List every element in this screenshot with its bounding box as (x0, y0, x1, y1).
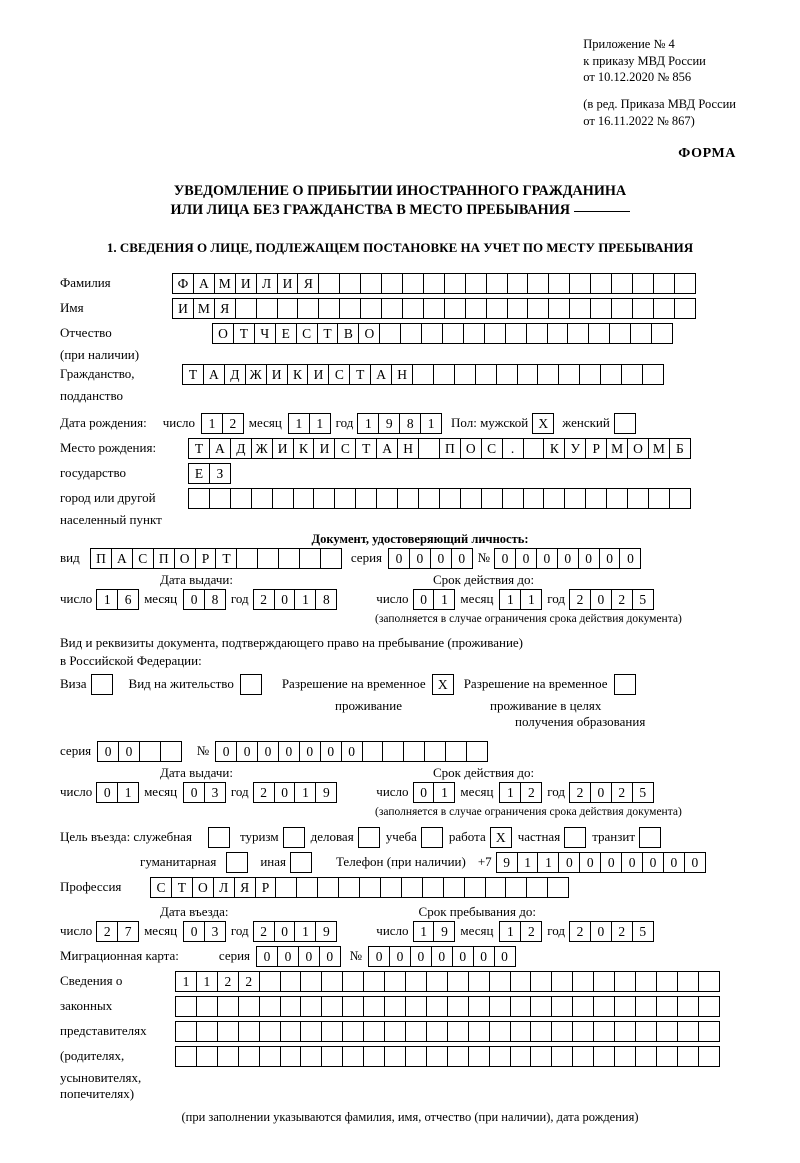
permit-issue-day-input[interactable]: 0 1 (96, 782, 138, 803)
birthplace-input-line1[interactable]: Т А Д Ж И К И С Т А Н П О С . К У Р М О М Б (188, 438, 690, 459)
birth-year-label: год (335, 415, 354, 430)
birthplace-sublabel-city: город или другой (60, 490, 156, 505)
doc-type-label: вид (60, 550, 80, 565)
birthplace-sublabel-state: государство (60, 465, 126, 480)
permit-valid-month-input[interactable]: 1 2 (499, 782, 541, 803)
purpose-humanitarian-label: гуманитарная (140, 854, 217, 869)
permit-issue-year-input[interactable]: 2 0 1 9 (253, 782, 337, 803)
doc-valid-month-label: месяц (460, 591, 494, 606)
patronymic-label: Отчество (60, 325, 112, 340)
appendix-line-1: Приложение № 4 (583, 37, 675, 51)
legal-rep-label-6: попечителях) (60, 1086, 135, 1101)
birthplace-sublabel-settlement: населенный пункт (60, 512, 162, 527)
purpose-work-label: работа (448, 829, 486, 844)
birthplace-input-line2[interactable]: Е З (188, 463, 230, 484)
birth-day-label: число (162, 415, 195, 430)
purpose-transit-checkbox[interactable] (639, 827, 661, 848)
permit-number-input[interactable]: 0 0 0 0 0 0 0 (215, 741, 487, 762)
row-doc-type (0, 547, 800, 569)
permit-valid-until-label: Срок действия до: (433, 765, 535, 780)
edu-residence-sublabel-3: получения образования (515, 714, 646, 729)
row-permit-types (0, 673, 800, 695)
form-word: ФОРМА (678, 146, 736, 161)
purpose-study-label: учеба (385, 829, 417, 844)
appendix-line-3: от 10.12.2020 № 856 (583, 70, 692, 85)
page-title-line-2: ИЛИ ЛИЦА БЕЗ ГРАЖДАНСТВА В МЕСТО ПРЕБЫВАНИЯ (170, 202, 570, 219)
entry-day-input[interactable]: 2 7 (96, 921, 138, 942)
name-label: Имя (60, 300, 84, 315)
permit-issue-month-input[interactable]: 0 3 (183, 782, 225, 803)
birth-month-input[interactable]: 1 1 (288, 413, 330, 434)
patronymic-input[interactable]: О Т Ч Е С Т В О (212, 323, 672, 344)
legal-rep-input-3[interactable] (175, 1021, 719, 1042)
title-blank-line (574, 211, 630, 212)
permit-title-line2: в Российской Федерации: (60, 653, 202, 668)
permit-valid-year-input[interactable]: 2 0 2 5 (569, 782, 653, 803)
row-permit-dates (0, 781, 800, 803)
name-input[interactable]: И М Я (172, 298, 695, 319)
doc-issue-month-label: месяц (144, 591, 178, 606)
doc-series-input[interactable]: 0 0 0 0 (388, 548, 472, 569)
doc-valid-day-input[interactable]: 0 1 (413, 589, 455, 610)
entry-month-input[interactable]: 0 3 (183, 921, 225, 942)
purpose-tourism-label: туризм (239, 829, 279, 844)
purpose-other-label: иная (260, 854, 286, 869)
migration-number-input[interactable]: 0 0 0 0 0 0 0 (368, 946, 514, 967)
citizenship-input[interactable]: Т А Д Ж И К И С Т А Н (182, 364, 663, 385)
row-birthplace (0, 437, 800, 459)
entry-year-label: год (230, 923, 249, 938)
row-legal-rep-1 (0, 970, 800, 992)
stay-year-input[interactable]: 2 0 2 5 (569, 921, 653, 942)
purpose-business-checkbox[interactable] (358, 827, 380, 848)
doc-issue-date-label: Дата выдачи: (160, 572, 234, 587)
birthdate-label: Дата рождения: (60, 415, 147, 430)
row-migration-card (0, 945, 800, 967)
doc-series-label: серия (350, 550, 383, 565)
doc-valid-until-label: Срок действия до: (433, 572, 535, 587)
legal-rep-input-2[interactable] (175, 996, 719, 1017)
permit-title-line1: Вид и реквизиты документа, подтверждающего право на пребывание (проживание) (60, 635, 524, 650)
permit-issue-date-label: Дата выдачи: (160, 765, 234, 780)
purpose-humanitarian-checkbox[interactable] (226, 852, 248, 873)
row-legal-rep-4 (0, 1045, 800, 1067)
entry-year-input[interactable]: 2 0 1 9 (253, 921, 337, 942)
doc-number-input[interactable]: 0 0 0 0 0 0 0 (494, 548, 640, 569)
row-name (0, 297, 800, 319)
doc-issue-year-label: год (230, 591, 249, 606)
stay-day-label: число (376, 923, 409, 938)
row-patronymic (0, 322, 800, 344)
purpose-business-label: деловая (310, 829, 354, 844)
appendix-line-5: от 16.11.2022 № 867) (583, 113, 695, 128)
edu-residence-label: Разрешение на временное (463, 676, 608, 691)
form-body (0, 272, 800, 1125)
row-citizenship (0, 363, 800, 385)
surname-input[interactable]: Ф А М И Л И Я (172, 273, 695, 294)
sex-female-label: женский (562, 415, 610, 430)
permit-number-label: № (196, 743, 210, 758)
temp-residence-sublabel: проживание (335, 698, 402, 713)
permit-series-label: серия (60, 743, 92, 758)
section-1-title: 1. СВЕДЕНИЯ О ЛИЦЕ, ПОДЛЕЖАЩЕМ ПОСТАНОВКЕ НА УЧЕТ ПО МЕСТУ ПРЕБЫВАНИЯ (106, 240, 694, 255)
row-legal-rep-3 (0, 1020, 800, 1042)
permit-sublabels-row1 (0, 698, 800, 714)
purpose-service-checkbox[interactable] (208, 827, 230, 848)
permit-valid-day-input[interactable]: 0 1 (413, 782, 455, 803)
legal-rep-input-1[interactable]: 1 1 2 2 (175, 971, 719, 992)
row-surname (0, 272, 800, 294)
birthplace-label: Место рождения: (60, 440, 157, 455)
doc-valid-day-label: число (376, 591, 409, 606)
row-entry-dates (0, 920, 800, 942)
doc-issue-month-input[interactable]: 0 8 (183, 589, 225, 610)
permit-series-input[interactable]: 0 0 (97, 741, 181, 762)
doc-issue-year-input[interactable]: 2 0 1 8 (253, 589, 337, 610)
permit-limited-note: (заполняется в случае ограничения срока действия документа) (375, 806, 682, 818)
stay-month-label: месяц (460, 923, 494, 938)
profession-input[interactable]: С Т О Л Я Р (150, 877, 568, 898)
temp-residence-checkbox[interactable]: X (432, 674, 454, 695)
row-profession (0, 876, 800, 898)
edu-residence-checkbox[interactable] (614, 674, 636, 695)
doc-type-input[interactable]: П А С П О Р Т (90, 548, 341, 569)
phone-label: Телефон (при наличии) (335, 854, 466, 869)
row-entry-purpose (0, 826, 800, 848)
permit-date-headers (0, 765, 800, 781)
purpose-work-checkbox[interactable]: X (490, 827, 512, 848)
stay-day-input[interactable]: 1 9 (413, 921, 455, 942)
purpose-transit-label: транзит (592, 829, 636, 844)
profession-label: Профессия (60, 879, 122, 894)
migration-series-input[interactable]: 0 0 0 0 (256, 946, 340, 967)
citizenship-sublabel: подданство (60, 388, 124, 403)
permit-issue-month-label: месяц (144, 784, 178, 799)
doc-number-label: № (477, 550, 491, 565)
permit-sublabels-row2 (0, 714, 800, 730)
legal-rep-label-5: усыновителях, (60, 1070, 142, 1085)
birthplace-input-line3[interactable] (188, 488, 690, 509)
birth-day-input[interactable]: 1 2 (201, 413, 243, 434)
appendix-line-4: (в ред. Приказа МВД России (583, 96, 736, 111)
migration-card-label: Миграционная карта: (60, 948, 179, 963)
purpose-label: Цель въезда: служебная (60, 829, 192, 844)
doc-valid-month-input[interactable]: 1 1 (499, 589, 541, 610)
row-legal-rep-2 (0, 995, 800, 1017)
patronymic-sublabel: (при наличии) (60, 347, 140, 362)
residence-permit-checkbox[interactable] (240, 674, 262, 695)
row-birthplace-line2 (0, 462, 800, 484)
page-title-line-1: УВЕДОМЛЕНИЕ О ПРИБЫТИИ ИНОСТРАННОГО ГРАЖДАНИНА (173, 183, 627, 199)
legal-rep-label-1: Сведения о (60, 973, 123, 988)
row-doc-dates (0, 588, 800, 610)
purpose-private-checkbox[interactable] (564, 827, 586, 848)
document-reference-header (583, 36, 736, 129)
row-permit-series-number (0, 740, 800, 762)
legal-rep-label-3: представителях (60, 1023, 147, 1038)
visa-label: Виза (60, 676, 87, 691)
sex-male-checkbox[interactable]: X (532, 413, 554, 434)
doc-limited-note: (заполняется в случае ограничения срока действия документа) (375, 613, 682, 625)
sex-male-label: Пол: мужской (451, 415, 529, 430)
residence-permit-label: Вид на жительство (128, 676, 234, 691)
appendix-line-2: к приказу МВД России (583, 53, 706, 68)
stay-month-input[interactable]: 1 2 (499, 921, 541, 942)
entry-day-label: число (60, 923, 93, 938)
birth-year-input[interactable]: 1 9 8 1 (357, 413, 441, 434)
legal-rep-label-2: законных (60, 998, 113, 1013)
purpose-tourism-checkbox[interactable] (283, 827, 305, 848)
edu-residence-sublabel-2: проживание в целях (490, 698, 602, 713)
birth-month-label: месяц (248, 415, 282, 430)
permit-valid-day-label: число (376, 784, 409, 799)
permit-issue-year-label: год (230, 784, 249, 799)
row-birthdate (0, 412, 800, 434)
legal-rep-input-4[interactable] (175, 1046, 719, 1067)
stay-until-label: Срок пребывания до: (418, 904, 536, 919)
entry-date-label: Дата въезда: (160, 904, 229, 919)
page-title (0, 182, 800, 220)
phone-prefix: +7 (477, 854, 492, 869)
purpose-other-checkbox[interactable] (290, 852, 312, 873)
doc-valid-year-input[interactable]: 2 0 2 5 (569, 589, 653, 610)
doc-issue-day-input[interactable]: 1 6 (96, 589, 138, 610)
entry-month-label: месяц (144, 923, 178, 938)
doc-valid-year-label: год (547, 591, 565, 606)
sex-female-checkbox[interactable] (614, 413, 636, 434)
migration-series-label: серия (218, 948, 251, 963)
citizenship-label: Гражданство, (60, 366, 135, 381)
row-birthplace-line3 (0, 487, 800, 509)
permit-valid-month-label: месяц (460, 784, 494, 799)
visa-checkbox[interactable] (91, 674, 113, 695)
surname-label: Фамилия (60, 275, 111, 290)
doc-issue-day-label: число (60, 591, 93, 606)
legal-rep-label-4: (родителях, (60, 1048, 125, 1063)
temp-residence-label: Разрешение на временное (281, 676, 426, 691)
phone-input[interactable]: 9 1 1 0 0 0 0 0 0 0 (496, 852, 705, 873)
purpose-private-label: частная (517, 829, 561, 844)
doc-date-headers (0, 572, 800, 588)
row-entry-purpose-2 (0, 851, 800, 873)
permit-issue-day-label: число (60, 784, 93, 799)
migration-number-label: № (349, 948, 363, 963)
form-footnote: (при заполнении указываются фамилия, имя, отчество (при наличии), дата рождения) (181, 1110, 639, 1124)
entry-date-headers (0, 904, 800, 920)
stay-year-label: год (547, 923, 565, 938)
purpose-study-checkbox[interactable] (421, 827, 443, 848)
identity-document-title: Документ, удостоверяющий личность: (311, 532, 529, 546)
permit-valid-year-label: год (547, 784, 565, 799)
